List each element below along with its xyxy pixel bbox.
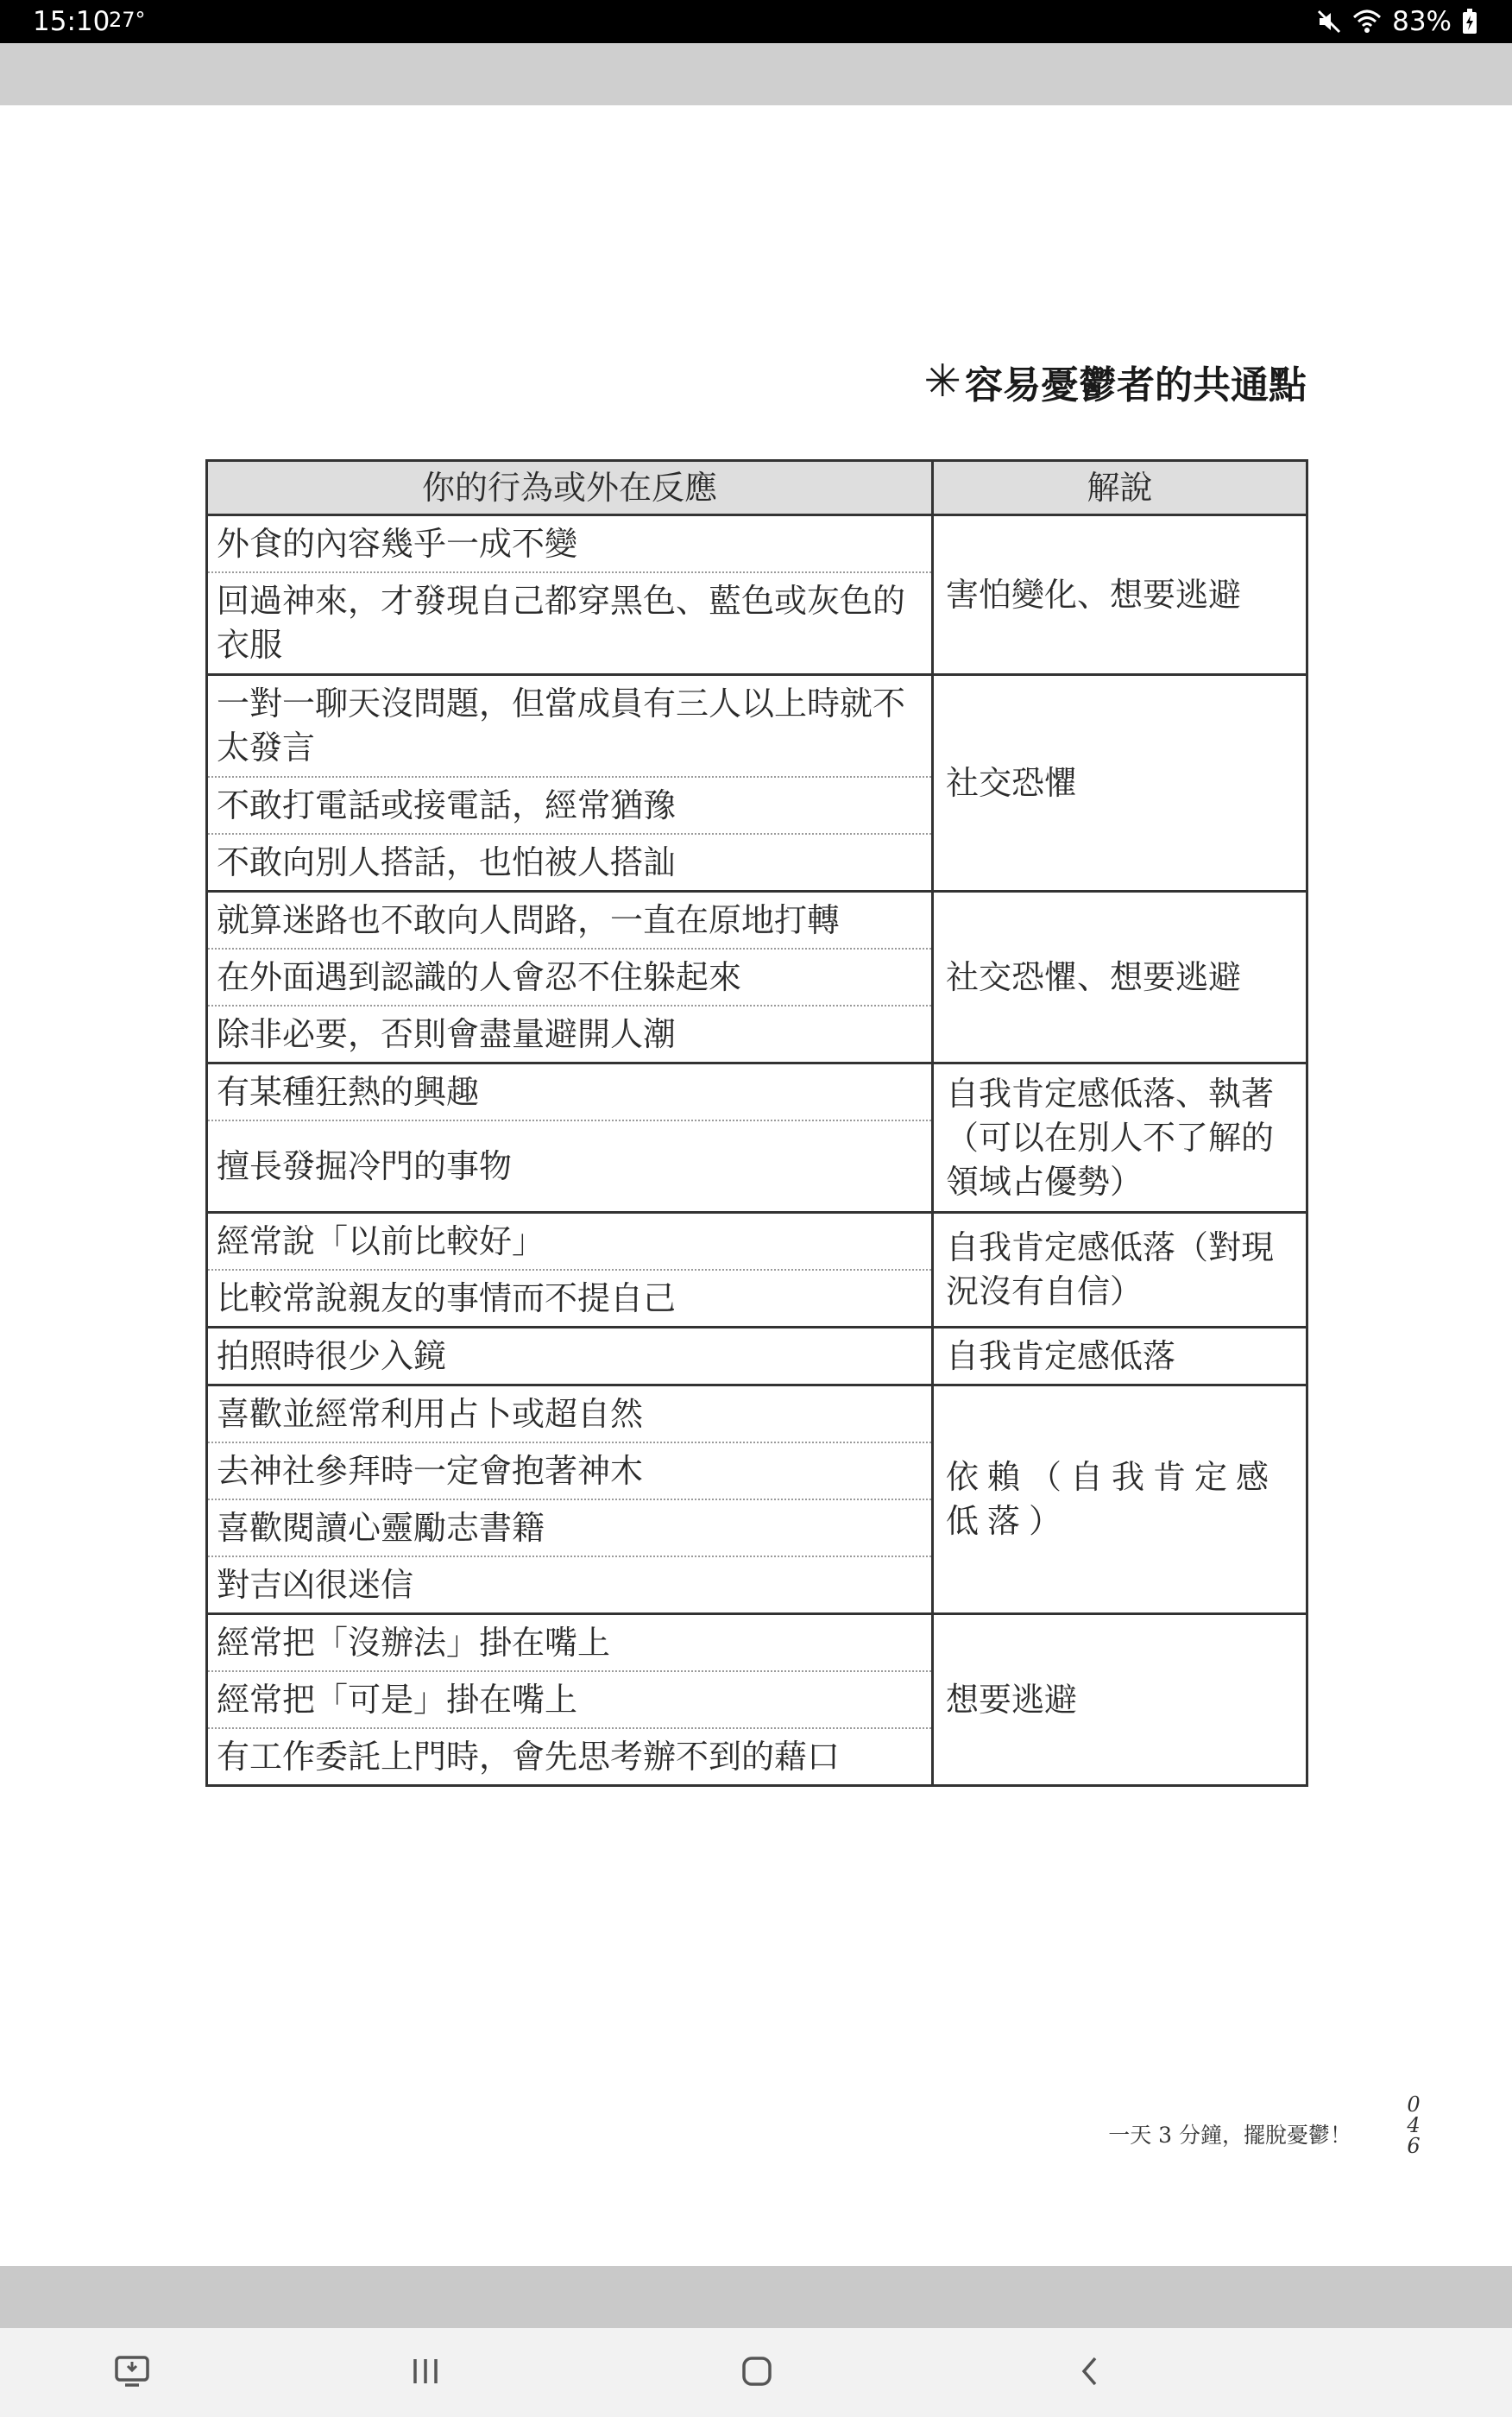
table-row bbox=[207, 515, 1307, 573]
behavior-cell: 比較常說親友的事情而不提自己 bbox=[207, 1270, 933, 1328]
behavior-cell: 去神社參拜時一定會抱著神木 bbox=[207, 1442, 933, 1499]
page-title bbox=[923, 354, 1307, 409]
viewer-top-bar bbox=[0, 43, 1512, 105]
behavior-cell: 經常說「以前比較好」 bbox=[207, 1213, 933, 1271]
navigation-bar bbox=[0, 2328, 1512, 2417]
explanation-cell: 害怕變化、想要逃避 bbox=[933, 515, 1307, 675]
screen-mirror-icon bbox=[113, 2354, 151, 2392]
symptom-table bbox=[205, 459, 1308, 1787]
behavior-cell: 外食的內容幾乎一成不變 bbox=[207, 515, 933, 573]
behavior-cell: 有某種狂熱的興趣 bbox=[207, 1063, 933, 1121]
explanation-cell: 自我肯定感低落、執著（可以在別人不了解的領域占優勢） bbox=[933, 1063, 1307, 1213]
column-header-behavior: 你的行為或外在反應 bbox=[207, 461, 933, 515]
behavior-cell: 回過神來，才發現自己都穿黑色、藍色或灰色的衣服 bbox=[207, 572, 933, 675]
table-row bbox=[207, 1385, 1307, 1443]
table-row bbox=[207, 1614, 1307, 1672]
table-row bbox=[207, 1328, 1307, 1385]
behavior-cell: 不敢向別人搭話，也怕被人搭訕 bbox=[207, 834, 933, 892]
explanation-cell: 社交恐懼、想要逃避 bbox=[933, 892, 1307, 1063]
behavior-cell: 經常把「沒辦法」掛在嘴上 bbox=[207, 1614, 933, 1672]
behavior-cell: 喜歡並經常利用占卜或超自然 bbox=[207, 1385, 933, 1443]
table-row bbox=[207, 675, 1307, 778]
behavior-cell: 擅長發掘冷門的事物 bbox=[207, 1120, 933, 1213]
recent-apps-button[interactable] bbox=[395, 2347, 456, 2399]
battery-level: 83% bbox=[1392, 6, 1452, 37]
explanation-cell: 自我肯定感低落（對現況沒有自信） bbox=[933, 1213, 1307, 1328]
behavior-cell: 在外面遇到認識的人會忍不住躲起來 bbox=[207, 949, 933, 1006]
explanation-cell: 依賴（自我肯定感低落） bbox=[933, 1385, 1307, 1614]
mute-icon bbox=[1316, 9, 1342, 35]
recent-apps-icon bbox=[408, 2356, 443, 2390]
viewer-bottom-bar bbox=[0, 2266, 1512, 2328]
behavior-cell: 拍照時很少入鏡 bbox=[207, 1328, 933, 1385]
behavior-cell: 除非必要，否則會盡量避開人潮 bbox=[207, 1006, 933, 1063]
behavior-cell: 對吉凶很迷信 bbox=[207, 1556, 933, 1614]
explanation-cell: 社交恐懼 bbox=[933, 675, 1307, 892]
behavior-cell: 經常把「可是」掛在嘴上 bbox=[207, 1671, 933, 1728]
battery-icon bbox=[1462, 9, 1477, 35]
home-button[interactable] bbox=[727, 2347, 787, 2399]
column-header-explanation: 解說 bbox=[933, 461, 1307, 515]
back-button[interactable] bbox=[1060, 2347, 1120, 2399]
wifi-icon bbox=[1352, 9, 1382, 35]
book-footer: 一天 3 分鐘，擺脫憂鬱！ bbox=[1108, 2123, 1351, 2148]
back-icon bbox=[1077, 2354, 1103, 2392]
table-header-row bbox=[207, 461, 1307, 515]
screen-mirror-button[interactable] bbox=[102, 2347, 162, 2399]
page-title-text: 容易憂鬱者的共通點 bbox=[965, 363, 1307, 407]
status-temperature: 27° bbox=[109, 8, 146, 32]
table-row bbox=[207, 1063, 1307, 1121]
page-number: 046 bbox=[1407, 2092, 1421, 2158]
status-time: 15:10 bbox=[33, 6, 110, 37]
status-bar bbox=[0, 0, 1512, 43]
behavior-cell: 有工作委託上門時，會先思考辦不到的藉口 bbox=[207, 1728, 933, 1786]
behavior-cell: 喜歡閱讀心靈勵志書籍 bbox=[207, 1499, 933, 1556]
explanation-cell: 自我肯定感低落 bbox=[933, 1328, 1307, 1385]
table-row bbox=[207, 892, 1307, 950]
table-row bbox=[207, 1213, 1307, 1271]
behavior-cell: 就算迷路也不敢向人問路，一直在原地打轉 bbox=[207, 892, 933, 950]
explanation-cell: 想要逃避 bbox=[933, 1614, 1307, 1786]
home-icon bbox=[740, 2354, 774, 2392]
behavior-cell: 一對一聊天沒問題，但當成員有三人以上時就不太發言 bbox=[207, 675, 933, 778]
behavior-cell: 不敢打電話或接電話，經常猶豫 bbox=[207, 777, 933, 834]
asterisk-icon: ✳ bbox=[923, 356, 961, 407]
